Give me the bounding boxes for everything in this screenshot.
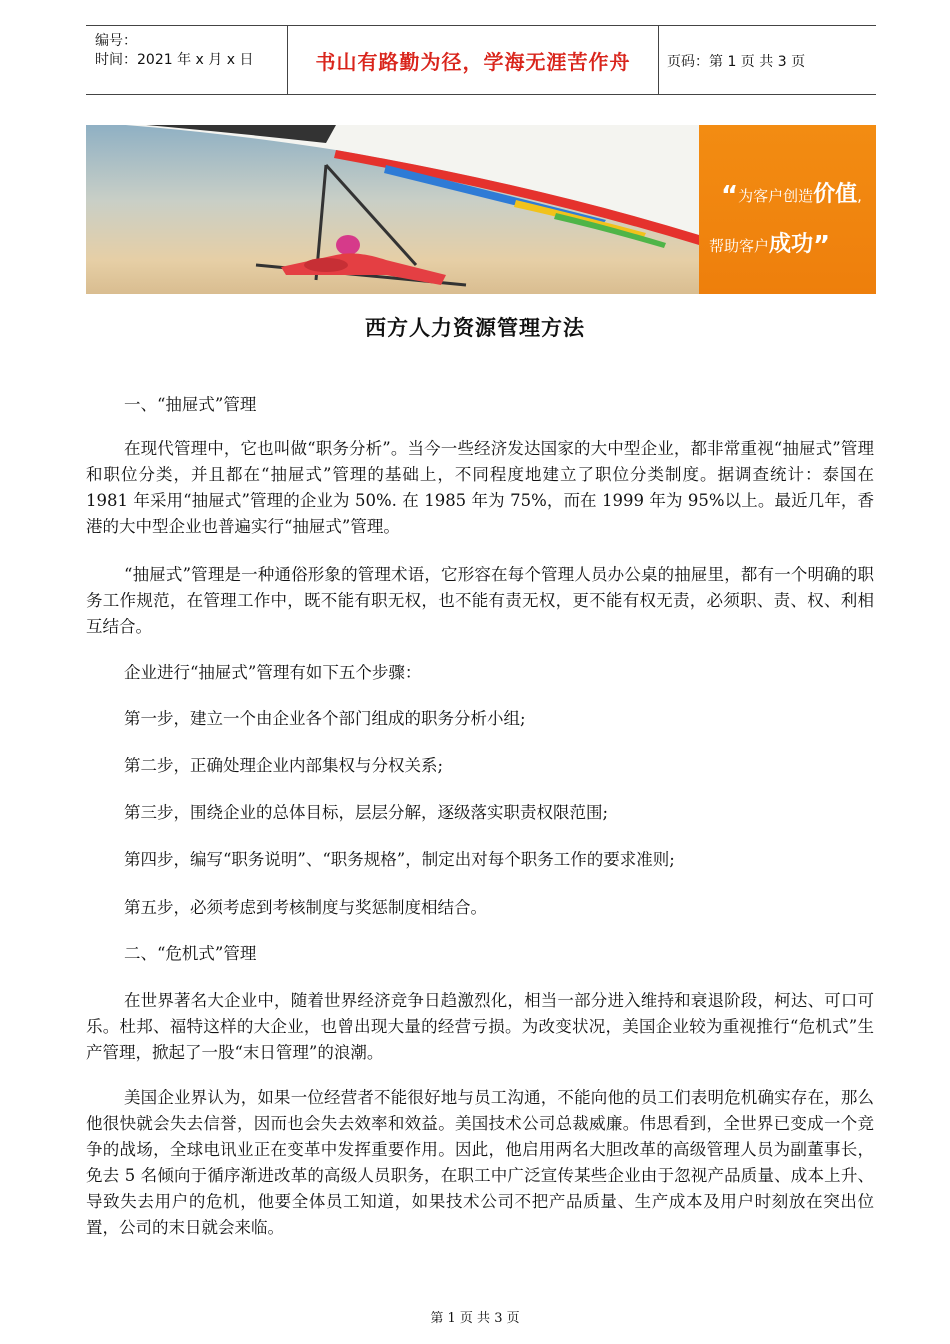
page-footer: 第 1 页 共 3 页 bbox=[430, 1311, 520, 1326]
header-meta-cell bbox=[86, 26, 286, 94]
paragraph: 在世界著名大企业中，随着世界经济竞争日趋激烈化，相当一部分进入维持和衰退阶段，柯达、可口可乐。杜邦、福特这样的大企业，也曾出现大量的经营亏损。为改变状况，美国企业较为重视推行“危机式”生产管理，掀起了一股“末日管理”的浪潮。 bbox=[86, 991, 874, 1062]
slogan-line-2: 帮助客户成功” bbox=[709, 231, 831, 261]
paragraph: “抽屉式”管理是一种通俗形象的管理术语，它形容在每个管理人员办公桌的抽屉里，都有一个明确的职务工作规范，在管理工作中，既不能有职无权，也不能有责无权，更不能有权无责，必须职、责、权、利相互结合。 bbox=[86, 565, 874, 636]
step-item: 第一步，建立一个由企业各个部门组成的职务分析小组; bbox=[124, 709, 526, 728]
section-heading-1: 一、“抽屉式”管理 bbox=[124, 395, 257, 414]
paragraph: 在现代管理中，它也叫做“职务分析”。当今一些经济发达国家的大中型企业，都非常重视“抽屉式”管理和职位分类，并且都在“抽屉式”管理的基础上，不同程度地建立了职位分类制度。据调查统计：泰国在 1981 年采用“抽屉式”管理的企业为 50%. 在 1985 年为 75%，而在 1999 年为 95%以上。最近几年，香港的大中型企业也普遍实行“抽屉式”管理。 bbox=[86, 439, 874, 536]
paragraph: 企业进行“抽屉式”管理有如下五个步骤： bbox=[124, 663, 422, 682]
page-label: 页码：第 1 页 共 3 页 bbox=[667, 54, 806, 70]
step-item: 第五步，必须考虑到考核制度与奖惩制度相结合。 bbox=[124, 898, 487, 917]
step-item: 第二步，正确处理企业内部集权与分权关系; bbox=[124, 756, 444, 775]
paragraph: 美国企业界认为，如果一位经营者不能很好地与员工沟通，不能向他的员工们表明危机确实存在，那么他很快就会失去信誉，因而也会失去效率和效益。美国技术公司总裁威廉。伟思看到，全世界已变成一个竞争的战场，全球电讯业正在变革中发挥重要作用。因此，他启用两名大胆改革的高级管理人员为副董事长，免去 5 名倾向于循序渐进改革的高级人员职务，在职工中广泛宣传某些企业由于忽视产品质量、成本上升、导致失去用户的危机，他要全体员工知道，如果技术公司不把产品质量、生产成本及用户时刻放在突出位置，公司的末日就会来临。 bbox=[86, 1088, 874, 1237]
motto: 书山有路勤为径，学海无涯苦作舟 bbox=[315, 50, 631, 74]
slogan-panel bbox=[699, 125, 876, 294]
hang-glider-photo bbox=[86, 125, 699, 294]
document-title: 西方人力资源管理方法 bbox=[365, 315, 585, 340]
header-page-cell bbox=[658, 26, 876, 94]
document-header bbox=[86, 25, 876, 95]
hang-glider-banner bbox=[86, 125, 876, 294]
header-motto-cell bbox=[287, 26, 659, 94]
step-item: 第四步，编写“职务说明”、“职务规格”，制定出对每个职务工作的要求准则; bbox=[124, 850, 675, 869]
slogan-line-1: “为客户创造价值, bbox=[721, 181, 862, 211]
step-item: 第三步，围绕企业的总体目标，层层分解，逐级落实职责权限范围; bbox=[124, 803, 609, 822]
time-label: 时间：2021 年 x 月 x 日 bbox=[95, 52, 254, 68]
doc-number-label: 编号： bbox=[95, 33, 137, 49]
section-heading-2: 二、“危机式”管理 bbox=[124, 944, 257, 963]
